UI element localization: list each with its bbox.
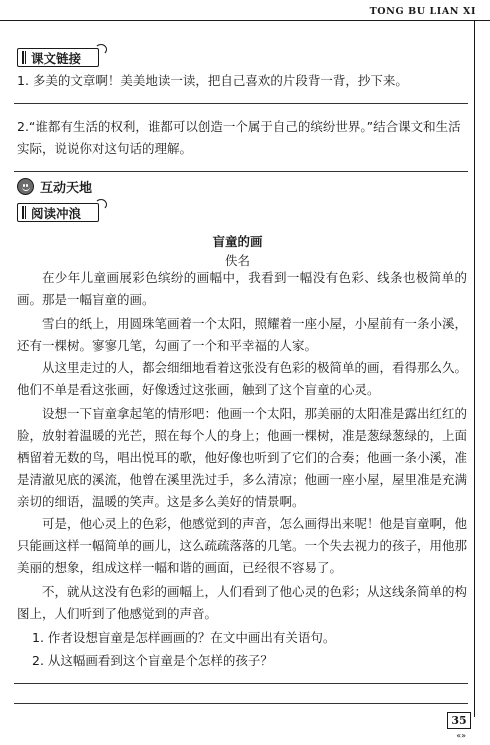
tag-mark-icon (22, 206, 26, 219)
passage-paragraph: 设想一下盲童拿起笔的情形吧：他画一个太阳，那美丽的太阳准是露出红红的脸，放射着温暖的光芒，照在每个人的身上；他画一棵树，准是葱绿葱绿的，上面栖留着无数的鸟，唱出悦耳的歌，他好像也听到了它们的合奏；他画一条小溪，准是清澈见底的溪流，他曾在溪里洗过手，多么清凉；他画一座小屋，屋里准是充满亲切的细语，温暖的笑声。这是多么美好的情景啊。 (17, 406, 468, 509)
passage-paragraph: 从这里走过的人，都会细细地看着这张没有色彩的极简单的画，看得那么久。他们不单是看这张画，好像透过这张画，触到了这个盲童的心灵。 (17, 360, 468, 397)
smiley-icon (17, 178, 34, 195)
reading-question-1: 1. 作者设想盲童是怎样画画的？在文中画出有关语句。 (32, 630, 336, 645)
answer-line (14, 703, 468, 704)
page-number: 35 (447, 712, 471, 729)
passage-paragraph: 雪白的纸上，用圆珠笔画着一个太阳，照耀着一座小屋，小屋前有一条小溪，还有一棵树。寥寥几笔，勾画了一个和平幸福的人家。 (17, 316, 468, 353)
side-rule (474, 20, 475, 717)
passage-paragraph: 在少年儿童画展彩色缤纷的画幅中，我看到一幅没有色彩、线条也极简单的画。那是一幅盲童的画。 (17, 270, 467, 307)
answer-line (14, 171, 468, 172)
header-rule (0, 20, 490, 21)
passage-paragraph: 可是，他心灵上的色彩，他感觉到的声音，怎么画得出来呢！他是盲童啊，他只能画这样一幅简单的画儿，这么疏疏落落的几笔。一个失去视力的孩子，用他那美丽的想象，组成这样一幅和谐的画面，已经很不容易了。 (17, 516, 468, 575)
interact-title-text: 互动天地 (40, 181, 93, 196)
question-1: 1. 多美的文章啊！美美地读一读，把自己喜欢的片段背一背，抄下来。 (17, 73, 408, 88)
header-title: TONG BU LIAN XI (369, 6, 476, 17)
tag-mark-icon (22, 51, 26, 64)
section-tag-label: 阅读冲浪 (31, 205, 82, 221)
interact-section-title (17, 177, 92, 196)
section-tag-reading (17, 203, 99, 222)
passage-author: 佚名 (224, 253, 250, 268)
answer-line (14, 103, 468, 104)
section-tag-label: 课文链接 (31, 50, 82, 66)
passage-title: 盲童的画 (212, 234, 263, 249)
corner-mark: «» (456, 731, 466, 740)
answer-line (14, 683, 468, 684)
scroll-curl-icon (95, 44, 107, 55)
question-2: 2.“谁都有生活的权利，谁都可以创造一个属于自己的缤纷世界。”结合课文和生活实际，说说你对这句话的理解。 (17, 119, 461, 156)
reading-question-2: 2. 从这幅画看到这个盲童是个怎样的孩子？ (32, 653, 273, 668)
scroll-curl-icon (95, 199, 107, 210)
section-tag-text-link (17, 48, 99, 67)
passage-paragraph: 不，就从这没有色彩的画幅上，人们看到了他心灵的色彩；从这线条简单的构图上，人们听到了他感觉到的声音。 (17, 584, 468, 621)
